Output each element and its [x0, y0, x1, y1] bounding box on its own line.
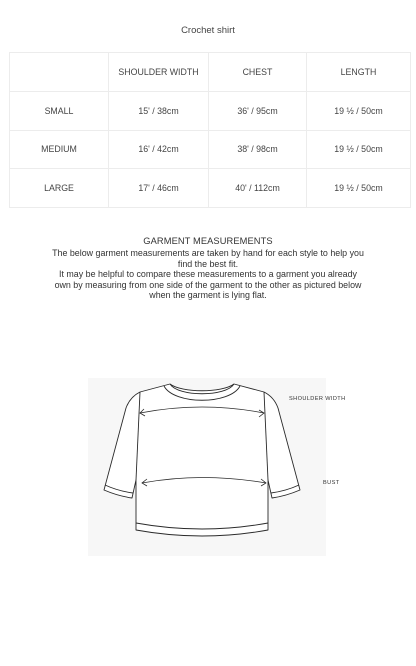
measurements-heading: GARMENT MEASUREMENTS [143, 236, 273, 246]
size-name-cell: SMALL [10, 92, 109, 131]
page-title: Crochet shirt [181, 25, 235, 36]
table-row [10, 130, 411, 169]
shoulder-width-label: SHOULDER WIDTH [289, 396, 346, 402]
size-name-cell: LARGE [10, 169, 109, 208]
size-chart-table [9, 52, 411, 208]
table-cell: 15' / 38cm [109, 92, 209, 131]
table-cell: 19 ½ / 50cm [307, 130, 411, 169]
table-cell: 17' / 46cm [109, 169, 209, 208]
table-header-row [10, 53, 411, 92]
table-cell: 16' / 42cm [109, 130, 209, 169]
table-row [10, 169, 411, 208]
size-name-cell: MEDIUM [10, 130, 109, 169]
table-header-cell: CHEST [209, 53, 307, 92]
table-header-cell: LENGTH [307, 53, 411, 92]
bust-label: BUST [323, 480, 340, 486]
table-header-cell [10, 53, 109, 92]
table-cell: 40' / 112cm [209, 169, 307, 208]
table-cell: 38' / 98cm [209, 130, 307, 169]
table-cell: 19 ½ / 50cm [307, 169, 411, 208]
measurements-text [50, 248, 366, 301]
table-header-cell: SHOULDER WIDTH [109, 53, 209, 92]
measurements-paragraph: The below garment measurements are taken by hand for each style to help you find the best fit. [52, 248, 364, 269]
table-cell: 19 ½ / 50cm [307, 92, 411, 131]
measurements-paragraph: It may be helpful to compare these measurements to a garment you already own by measuring from one side of the garment to the other as pictured below when the garment is lying flat. [54, 269, 362, 301]
table-row [10, 92, 411, 131]
table-cell: 36' / 95cm [209, 92, 307, 131]
